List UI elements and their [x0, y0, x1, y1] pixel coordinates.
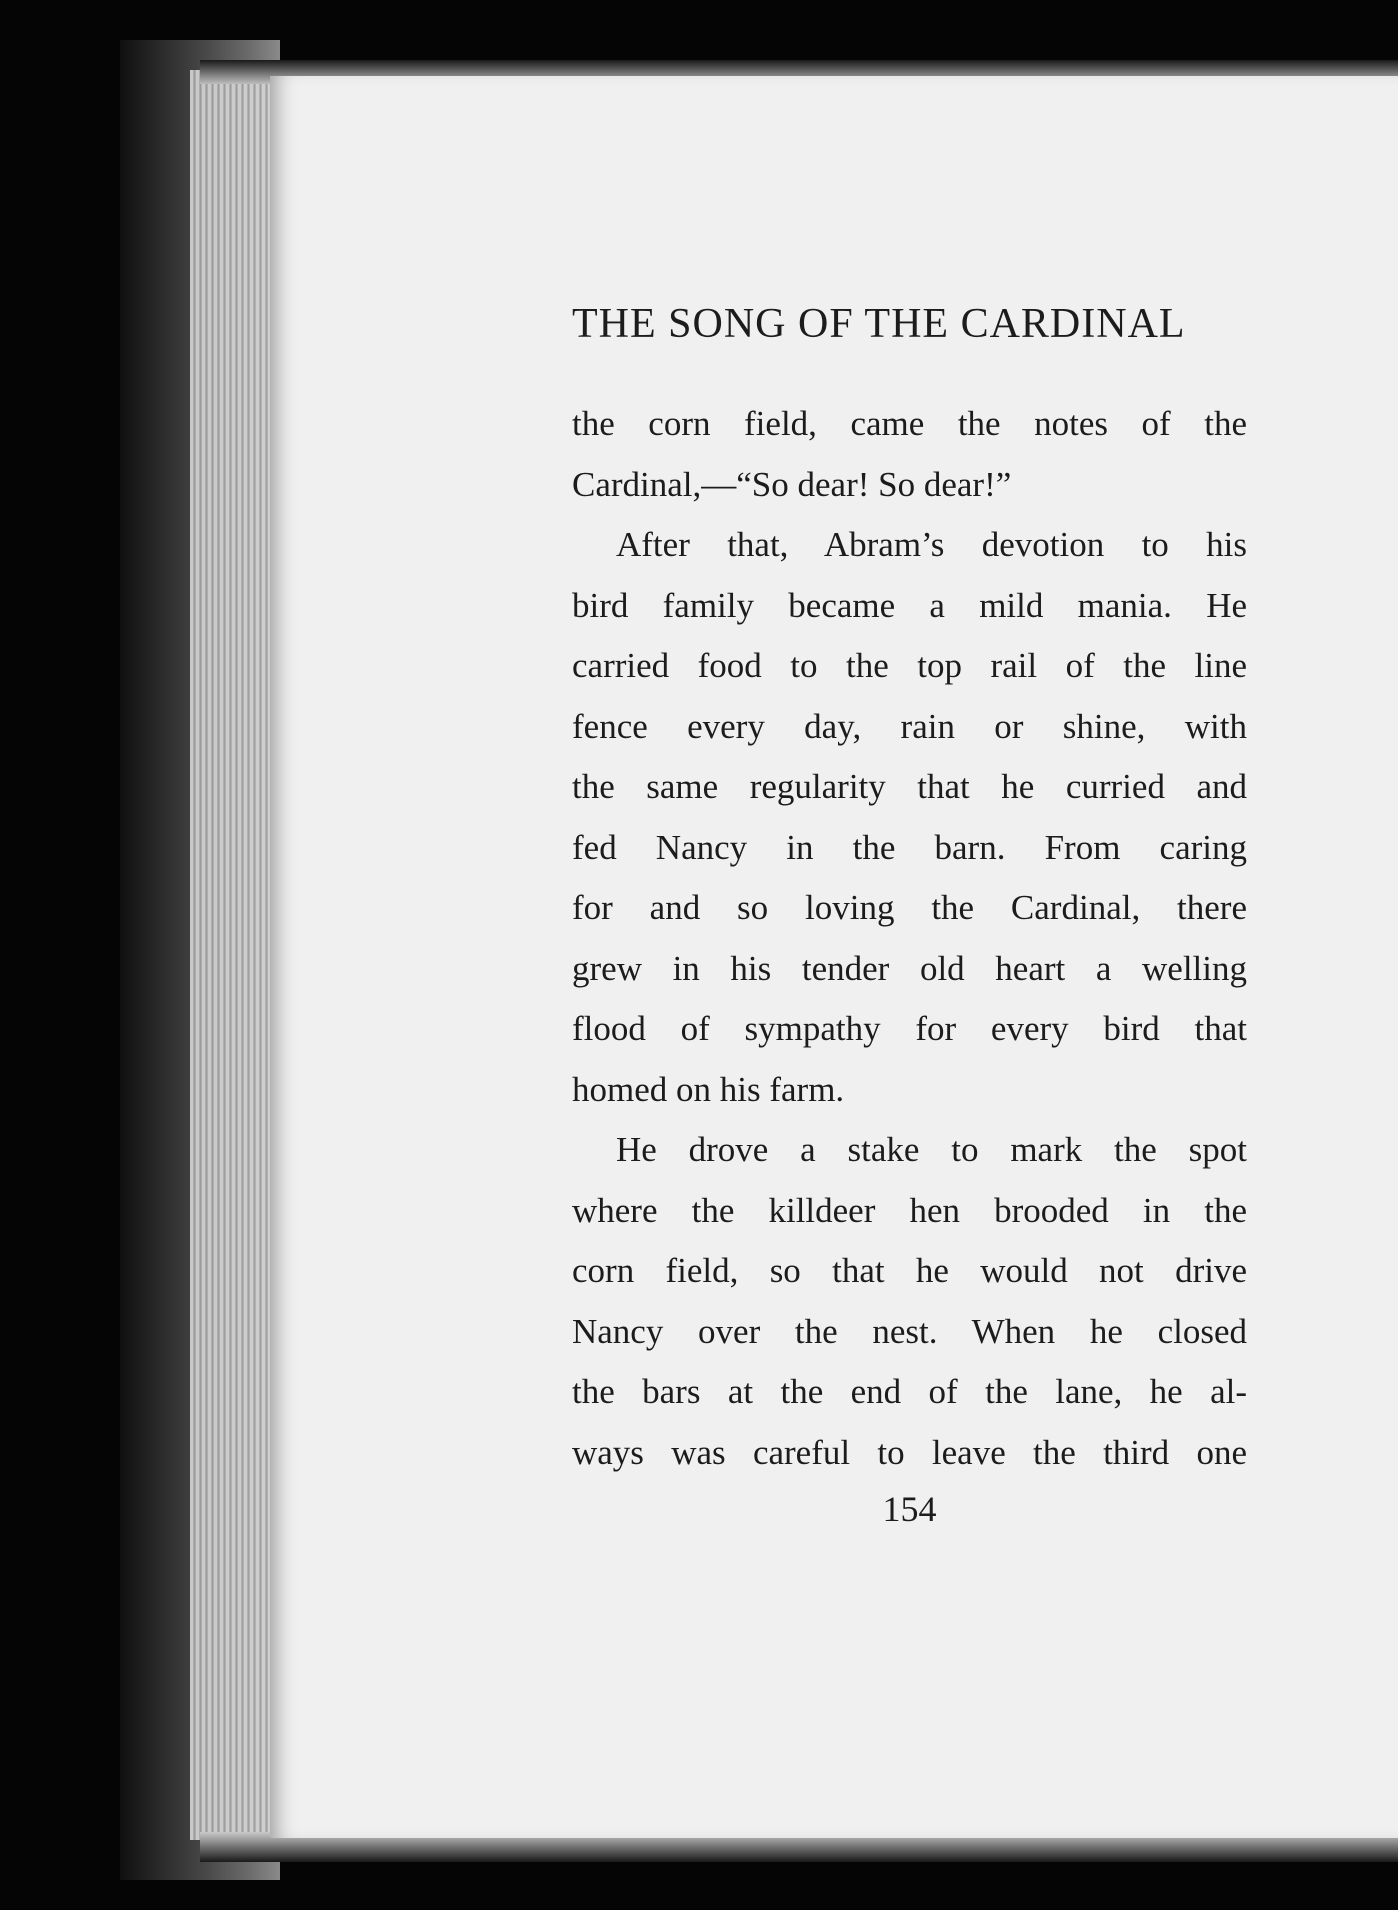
text-line: fence every day, rain or shine, with	[572, 706, 1247, 746]
text-line: bird family became a mild mania. He	[572, 585, 1247, 625]
text-line: He drove a stake to mark the spot	[616, 1130, 1247, 1169]
page-number: 154	[882, 1489, 937, 1529]
text-line: where the killdeer hen brooded in the	[572, 1190, 1247, 1230]
text-line: the bars at the end of the lane, he al-	[572, 1372, 1247, 1411]
page-text-block	[572, 300, 1247, 1529]
text-line: the corn field, came the notes of the	[572, 404, 1247, 443]
running-head: THE SONG OF THE CARDINAL	[572, 301, 1186, 347]
text-line: grew in his tender old heart a welling	[572, 948, 1247, 988]
text-line: homed on his farm.	[572, 1069, 845, 1109]
text-line: fed Nancy in the barn. From caring	[572, 827, 1247, 867]
text-line: the same regularity that he curried and	[572, 767, 1247, 806]
text-line: Cardinal,—“So dear! So dear!”	[572, 464, 1012, 504]
text-line: flood of sympathy for every bird that	[572, 1009, 1247, 1048]
text-line: Nancy over the nest. When he closed	[572, 1311, 1247, 1351]
text-line: After that, Abram’s devotion to his	[616, 525, 1247, 564]
text-line: ways was careful to leave the third one	[572, 1432, 1247, 1472]
text-line: corn field, so that he would not drive	[572, 1251, 1247, 1290]
text-line: for and so loving the Cardinal, there	[572, 888, 1247, 927]
page-edges	[190, 70, 280, 1840]
text-line: carried food to the top rail of the line	[572, 646, 1247, 685]
body-text	[572, 394, 1247, 1483]
